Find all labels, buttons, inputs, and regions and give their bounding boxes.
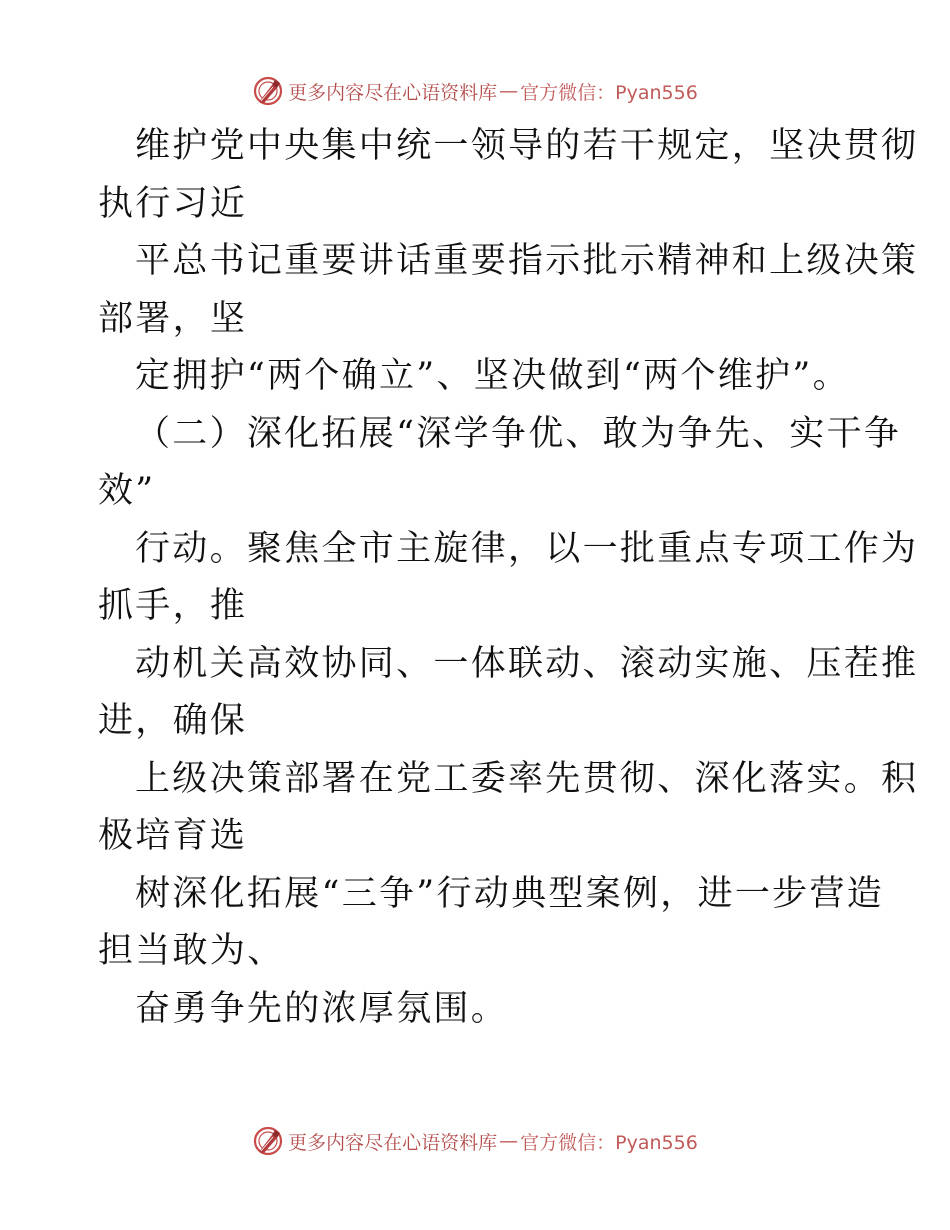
text-line: 上级决策部署在党工委率先贯彻、深化落实。积 bbox=[135, 758, 919, 799]
text-line: 担当敢为、 bbox=[98, 931, 285, 971]
banner-site-text: 更多内容尽在心语资料库 bbox=[288, 1131, 498, 1154]
pen-nib-circle-icon bbox=[252, 75, 284, 107]
banner-wechat-text: 官方微信：Pyan556 bbox=[520, 1131, 698, 1154]
text-line: 维护党中央集中统一领导的若干规定，坚决贯彻 bbox=[135, 126, 919, 166]
text-line: 进，确保 bbox=[98, 701, 248, 741]
document-body bbox=[98, 118, 919, 1038]
section-heading-line: （二）深化拓展“深学争优、敢为争先、实干争 bbox=[135, 413, 902, 454]
banner-separator: — bbox=[499, 80, 519, 102]
banner-separator: — bbox=[499, 1130, 519, 1152]
footer-banner bbox=[0, 1121, 950, 1161]
pen-nib-circle-icon bbox=[252, 1125, 284, 1157]
text-line: 极培育选 bbox=[98, 816, 248, 856]
text-line: 树深化拓展“三争”行动典型案例，进一步营造 bbox=[135, 873, 885, 914]
text-line: 奋勇争先的浓厚氛围。 bbox=[135, 988, 509, 1029]
banner-site-text: 更多内容尽在心语资料库 bbox=[288, 81, 498, 104]
text-line: 行动。聚焦全市主旋律，以一批重点专项工作为 bbox=[135, 528, 919, 569]
text-line: 效” bbox=[98, 471, 156, 511]
text-line: 平总书记重要讲话重要指示批示精神和上级决策 bbox=[135, 241, 919, 281]
text-line: 部署，坚 bbox=[98, 298, 248, 339]
header-banner bbox=[0, 71, 950, 111]
text-line: 执行习近 bbox=[98, 183, 248, 224]
text-line: 动机关高效协同、一体联动、滚动实施、压茬推 bbox=[135, 643, 919, 684]
text-line: 定拥护“两个确立”、坚决做到“两个维护”。 bbox=[135, 356, 850, 396]
text-line: 抓手，推 bbox=[98, 586, 248, 626]
banner-wechat-text: 官方微信：Pyan556 bbox=[520, 81, 698, 104]
